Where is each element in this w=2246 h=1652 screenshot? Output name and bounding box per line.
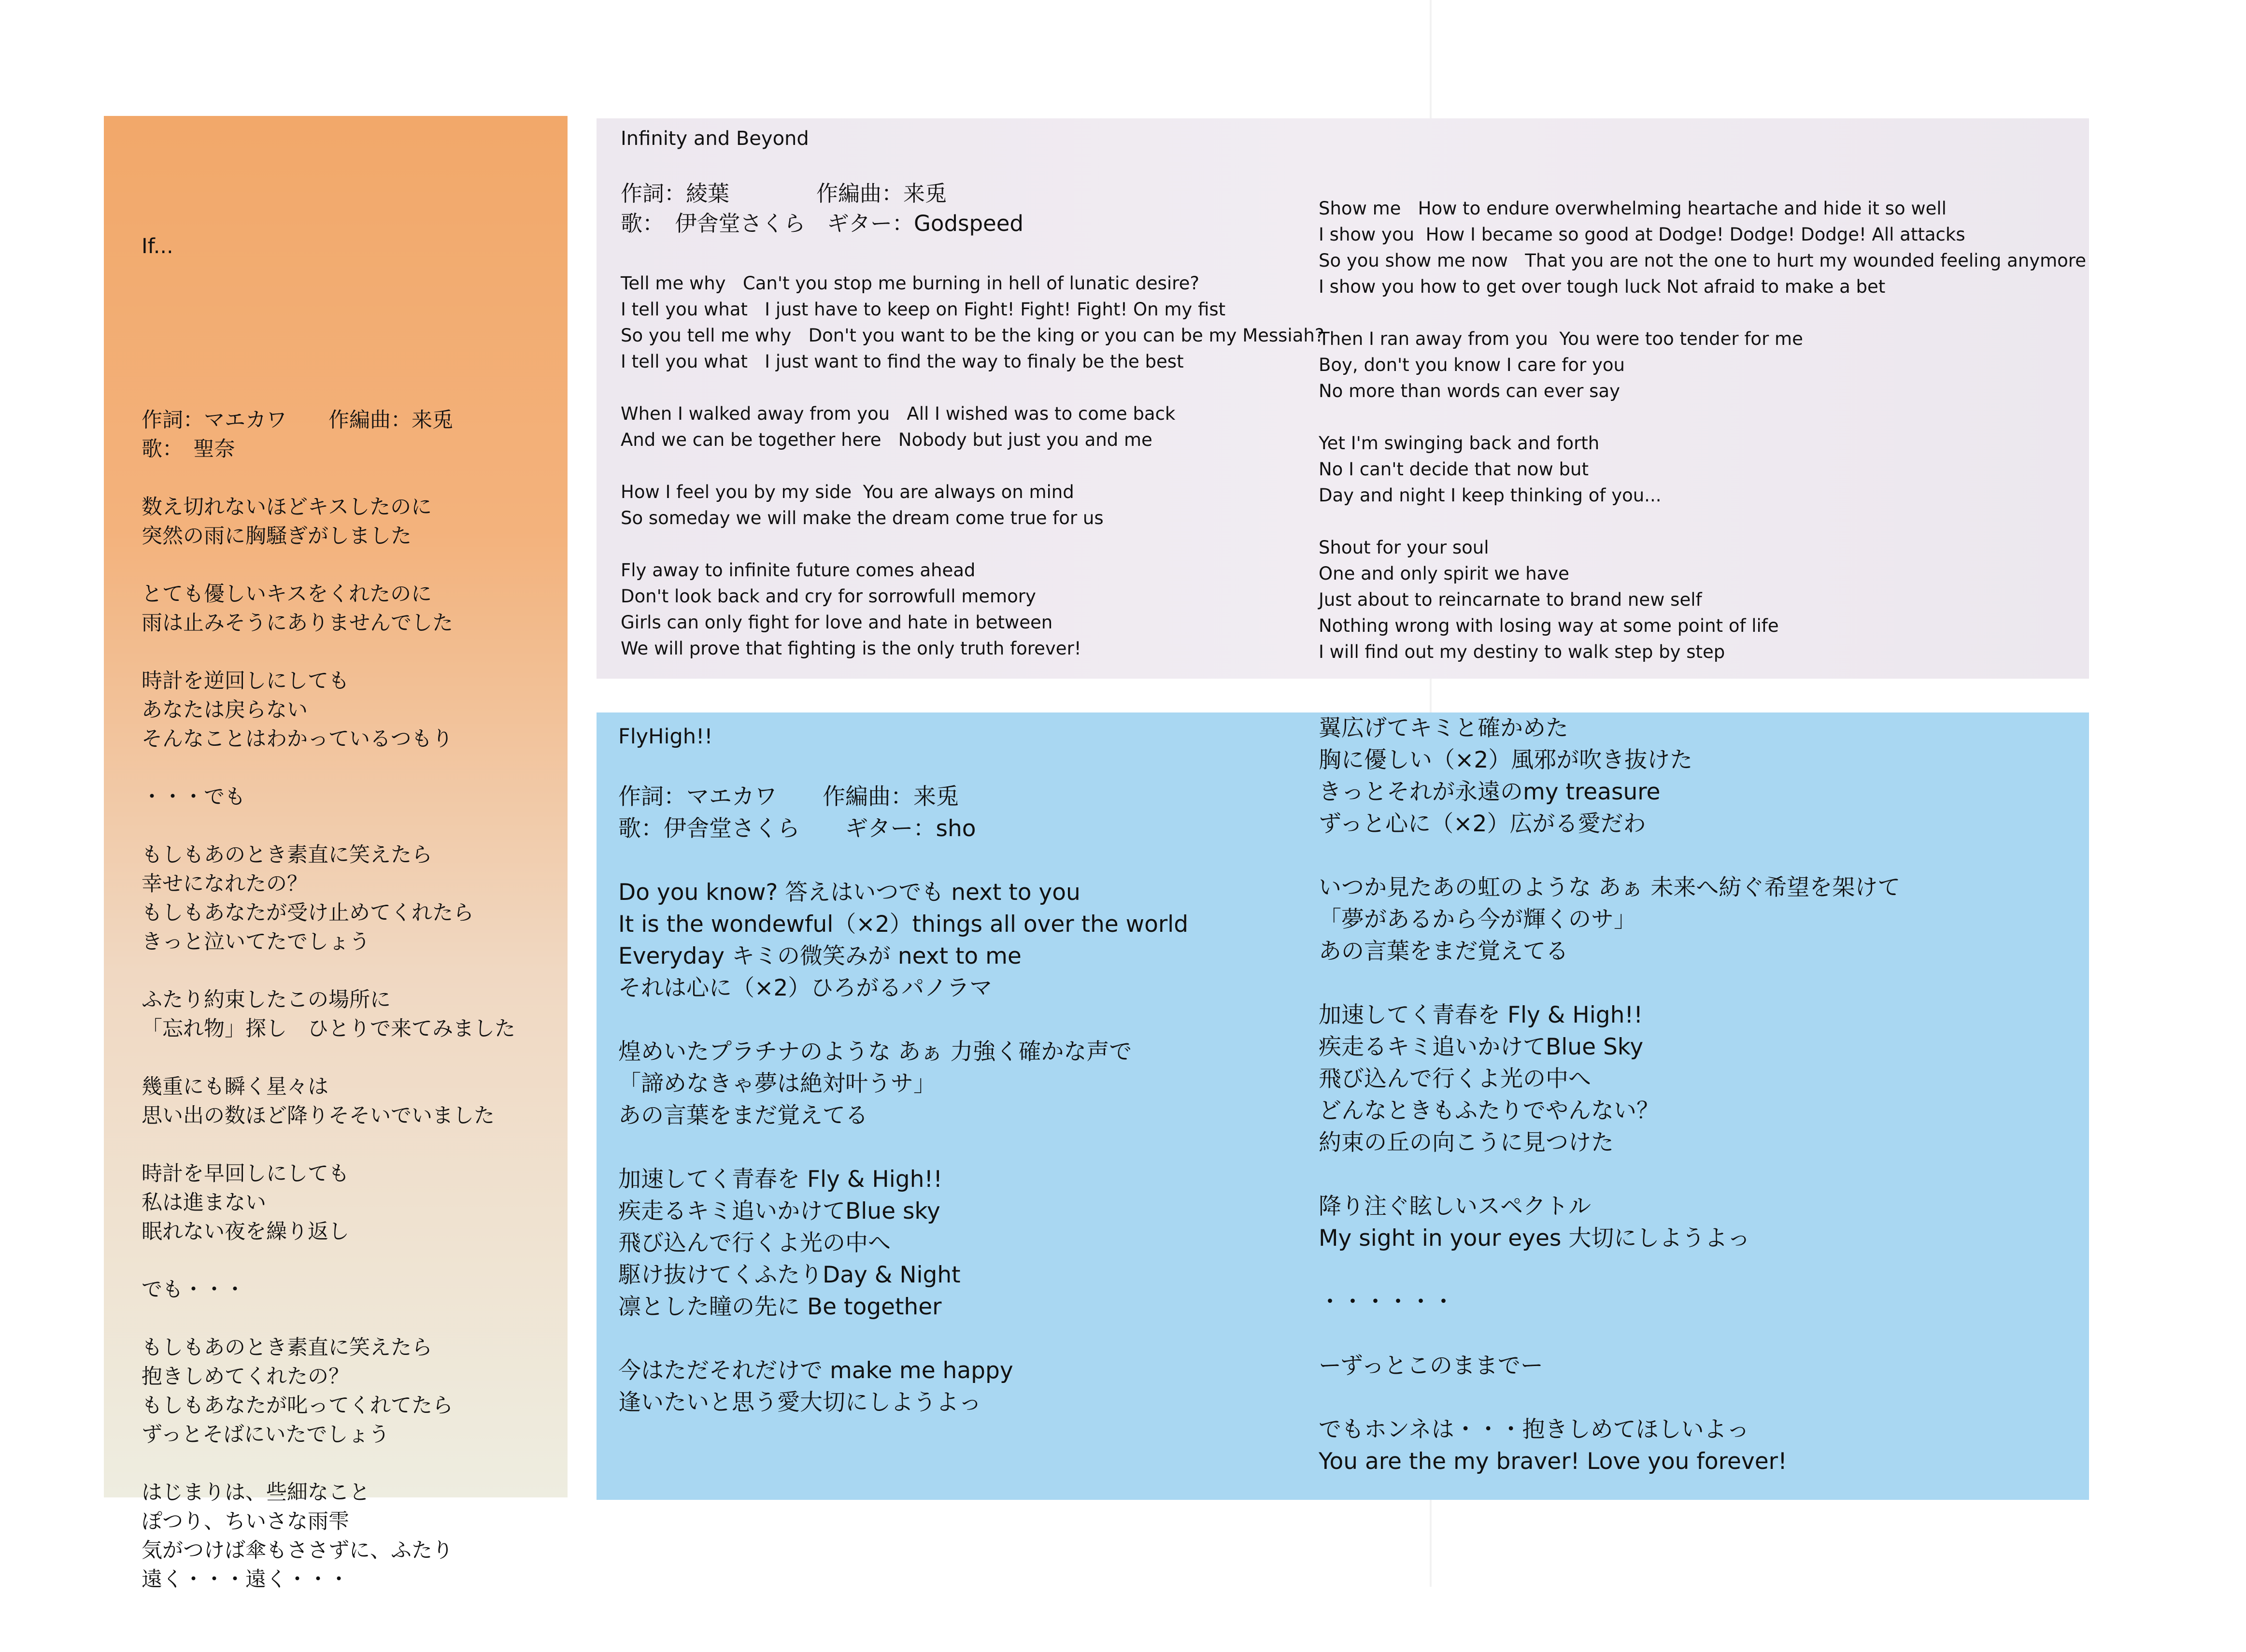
lyric-line: How I feel you by my side You are always on mind bbox=[621, 482, 1074, 502]
lyric-line: ぽつり、ちいさな雨雫 bbox=[142, 1510, 349, 1534]
lyric-line: 気がつけば傘もささずに、ふたり bbox=[142, 1538, 453, 1563]
lyric-line: 思い出の数ほど降りそそいでいました bbox=[142, 1104, 495, 1128]
lyric-line: 降り注ぐ眩しいスペクトル bbox=[1319, 1193, 1591, 1220]
lyric-line bbox=[621, 531, 1324, 557]
lyric-line: 作詞：マエカワ 作編曲：来兎 bbox=[618, 783, 959, 810]
song-title-flyhigh: FlyHigh!! bbox=[618, 725, 713, 749]
lyric-line: Fly away to infinite future comes ahead bbox=[621, 560, 976, 581]
if-lyrics-column bbox=[142, 174, 515, 1652]
lyric-line: ・・・・・・ bbox=[1319, 1289, 1455, 1315]
lyric-line bbox=[1319, 968, 1900, 999]
lyric-line: I tell you what I just have to keep on Fight! Fight! Fight! On my fist bbox=[621, 299, 1226, 320]
lyric-line: Just about to reincarnate to brand new self bbox=[1319, 589, 1702, 610]
lyric-line: あなたは戻らない bbox=[142, 698, 308, 722]
lyric-line: もしもあなたが受け止めてくれたら bbox=[142, 901, 474, 925]
lyric-line bbox=[621, 375, 1324, 401]
lyric-line bbox=[142, 1449, 515, 1478]
lyric-line: My sight in your eyes 大切にしようよっ bbox=[1319, 1225, 1750, 1252]
lyric-line bbox=[1319, 404, 2086, 430]
lyric-line: 突然の雨に胸騒ぎがしました bbox=[142, 524, 412, 548]
lyric-line: ーずっとこのままでー bbox=[1319, 1353, 1543, 1379]
lyric-line: I will find out my destiny to walk step by step bbox=[1319, 641, 1725, 662]
lyric-line: ・・・でも bbox=[142, 785, 245, 809]
lyric-line bbox=[142, 754, 515, 783]
lyric-line: 約束の丘の向こうに見つけた bbox=[1319, 1129, 1614, 1156]
lyric-line: もしもあなたが叱ってくれてたら bbox=[142, 1394, 453, 1418]
lyric-line: そんなことはわかっているつもり bbox=[142, 727, 453, 751]
lyric-line bbox=[142, 1043, 515, 1072]
lyric-line: Do you know? 答えはいつでも next to you bbox=[618, 879, 1080, 906]
lyric-line: 遠く・・・遠く・・・ bbox=[142, 1567, 349, 1592]
flyhigh-credits bbox=[618, 781, 976, 845]
lyric-line bbox=[142, 551, 515, 580]
if-lyrics-lines bbox=[142, 406, 515, 1594]
lyric-line bbox=[142, 812, 515, 840]
lyric-line: 飛び込んで行くよ光の中へ bbox=[1319, 1066, 1591, 1092]
lyric-line bbox=[1319, 1318, 1900, 1350]
lyric-line: And we can be together here Nobody but just you and me bbox=[621, 429, 1152, 450]
lyric-line: 抱きしめてくれたの？ bbox=[142, 1365, 349, 1389]
lyric-line: Don't look back and cry for sorrowfull memory bbox=[621, 586, 1036, 607]
lyric-line bbox=[618, 1323, 1188, 1355]
lyric-line: One and only spirit we have bbox=[1319, 563, 1569, 584]
lyric-line: It is the wondewful（×2）things all over the world bbox=[618, 911, 1189, 938]
lyric-line: I show you How I became so good at Dodge! Dodge! Dodge! All attacks bbox=[1319, 224, 1965, 245]
lyric-line bbox=[142, 956, 515, 985]
lyric-line: Yet I'm swinging back and forth bbox=[1319, 433, 1600, 454]
lyric-line bbox=[1319, 1382, 1900, 1414]
lyric-line: ふたり約束したこの場所に bbox=[142, 988, 391, 1012]
lyric-line: 歌：伊舎堂さくら ギター：sho bbox=[618, 815, 976, 842]
lyric-line bbox=[142, 1304, 515, 1333]
lyric-line: 時計を早回しにしても bbox=[142, 1162, 349, 1186]
lyric-line: 時計を逆回しにしても bbox=[142, 669, 349, 693]
lyric-line: あの言葉をまだ覚えてる bbox=[1319, 938, 1568, 965]
lyric-line: 数え切れないほどキスしたのに bbox=[142, 495, 432, 519]
song-title-if: If... bbox=[142, 234, 173, 258]
lyric-line: 私は進まない bbox=[142, 1191, 266, 1215]
lyric-line bbox=[142, 1130, 515, 1159]
lyric-line bbox=[1319, 1254, 1900, 1286]
lyric-line: 歌： 伊舎堂さくら ギター：Godspeed bbox=[621, 211, 1023, 236]
lyric-line: So you show me now That you are not the one to hurt my wounded feeling anymore bbox=[1319, 250, 2086, 271]
lyric-line: いつか見たあの虹のような あぁ 未来へ紡ぐ希望を架けて bbox=[1319, 874, 1901, 901]
lyric-line: Everyday キミの微笑みが next to me bbox=[618, 943, 1022, 969]
lyric-line: 幾重にも瞬く星々は bbox=[142, 1075, 328, 1099]
lyric-line: I tell you what I just want to find the way to finaly be the best bbox=[621, 351, 1184, 372]
lyric-line: 「諦めなきゃ夢は絶対叶うサ」 bbox=[618, 1070, 936, 1097]
lyric-line: 作詞：マエカワ 作編曲：来兎 bbox=[142, 408, 453, 432]
lyric-line: 眠れない夜を繰り返し bbox=[142, 1220, 349, 1244]
lyric-line: 疾走るキミ追いかけてBlue sky bbox=[618, 1198, 940, 1225]
lyric-line: もしもあのとき素直に笑えたら bbox=[142, 843, 432, 867]
lyric-line: 歌： 聖奈 bbox=[142, 437, 235, 461]
lyric-line: Shout for your soul bbox=[1319, 537, 1489, 558]
lyric-line: あの言葉をまだ覚えてる bbox=[618, 1102, 868, 1129]
lyric-line: So someday we will make the dream come true for us bbox=[621, 508, 1104, 528]
lyric-line: 逢いたいと思う愛大切にしようよっ bbox=[618, 1389, 981, 1416]
lyric-line: 雨は止みそうにありませんでした bbox=[142, 611, 453, 635]
lyric-line: 飛び込んで行くよ光の中へ bbox=[618, 1230, 891, 1256]
lyric-line: Show me How to endure overwhelming heartache and hide it so well bbox=[1319, 198, 1947, 219]
lyric-line: Nothing wrong with losing way at some point of life bbox=[1319, 615, 1779, 636]
lyric-line bbox=[1319, 840, 1900, 872]
lyric-line: もしもあのとき素直に笑えたら bbox=[142, 1336, 432, 1360]
infinity-lyrics-left bbox=[621, 271, 1324, 662]
lyric-line: We will prove that fighting is the only truth forever! bbox=[621, 638, 1081, 659]
lyric-line bbox=[618, 1004, 1188, 1036]
lyric-line bbox=[1319, 300, 2086, 326]
lyric-line: 疾走るキミ追いかけてBlue Sky bbox=[1319, 1034, 1644, 1060]
lyric-line: No more than words can ever say bbox=[1319, 381, 1620, 401]
lyric-line: とても優しいキスをくれたのに bbox=[142, 582, 432, 606]
lyrics-panel-infinity bbox=[597, 118, 2089, 679]
lyric-line: When I walked away from you All I wished was to come back bbox=[621, 403, 1176, 424]
lyric-line: 胸に優しい（×2）風邪が吹き抜けた bbox=[1319, 747, 1693, 773]
lyric-line: No I can't decide that now but bbox=[1319, 459, 1589, 480]
lyric-line: 翼広げてキミと確かめた bbox=[1319, 715, 1568, 741]
infinity-credits bbox=[621, 179, 1023, 239]
lyric-line: 幸せになれたの？ bbox=[142, 872, 308, 896]
flyhigh-lyrics-left bbox=[618, 877, 1188, 1419]
lyric-line: So you tell me why Don't you want to be the king or you can be my Messiah? bbox=[621, 325, 1324, 346]
lyric-line: 作詞：綾葉 作編曲：来兎 bbox=[621, 181, 947, 206]
lyric-line: I show you how to get over tough luck Not afraid to make a bet bbox=[1319, 276, 1886, 297]
lyric-line: Girls can only fight for love and hate in between bbox=[621, 612, 1053, 633]
lyric-line: それは心に（×2）ひろがるパノラマ bbox=[618, 975, 993, 1001]
lyric-line: You are the my braver! Love you forever! bbox=[1319, 1448, 1787, 1475]
lyric-line: きっと泣いてたでしょう bbox=[142, 930, 370, 954]
lyric-line: Then I ran away from you You were too tender for me bbox=[1319, 328, 1803, 349]
lyric-line: 今はただそれだけで make me happy bbox=[618, 1357, 1013, 1384]
lyric-line: 駆け抜けてくふたりDay & Night bbox=[618, 1262, 961, 1288]
lyric-line: 煌めいたプラチナのような あぁ 力強く確かな声で bbox=[618, 1039, 1132, 1065]
lyric-line: Day and night I keep thinking of you... bbox=[1319, 485, 1662, 506]
flyhigh-lyrics-right bbox=[1319, 712, 1900, 1478]
lyric-line: 凛とした瞳の先に Be together bbox=[618, 1294, 942, 1320]
lyric-line bbox=[1319, 1159, 1900, 1191]
lyric-line: はじまりは、些細なこと bbox=[142, 1481, 370, 1505]
lyric-line: きっとそれが永遠のmy treasure bbox=[1319, 779, 1661, 805]
infinity-lyrics-right bbox=[1319, 196, 2086, 665]
lyric-line bbox=[621, 453, 1324, 479]
lyric-line: Tell me why Can't you stop me burning in hell of lunatic desire? bbox=[621, 273, 1199, 294]
lyrics-panel-flyhigh bbox=[597, 712, 2089, 1500]
lyric-line bbox=[142, 638, 515, 667]
lyric-line: 加速してく青春を Fly & High!! bbox=[1319, 1002, 1643, 1028]
lyric-line bbox=[1319, 509, 2086, 535]
lyric-line: ずっとそばにいたでしょう bbox=[142, 1423, 390, 1447]
lyric-line: Boy, don't you know I care for you bbox=[1319, 355, 1625, 375]
lyric-line: でも・・・ bbox=[142, 1278, 245, 1302]
lyric-line: でもホンネは・・・抱きしめてほしいよっ bbox=[1319, 1416, 1749, 1443]
song-title-infinity: Infinity and Beyond bbox=[621, 128, 809, 150]
lyric-line bbox=[142, 464, 515, 493]
lyric-line: 「忘れ物」探し ひとりで来てみました bbox=[142, 1017, 515, 1041]
lyric-line: どんなときもふたりでやんない？ bbox=[1319, 1097, 1659, 1124]
lyric-line bbox=[618, 1132, 1188, 1164]
lyric-line: 加速してく青春を Fly & High!! bbox=[618, 1166, 943, 1193]
lyric-line: ずっと心に（×2）広がる愛だわ bbox=[1319, 811, 1646, 837]
lyric-line: 「夢があるから今が輝くのサ」 bbox=[1319, 906, 1636, 933]
lyric-line bbox=[142, 1246, 515, 1275]
lyrics-panel-if bbox=[104, 116, 568, 1592]
